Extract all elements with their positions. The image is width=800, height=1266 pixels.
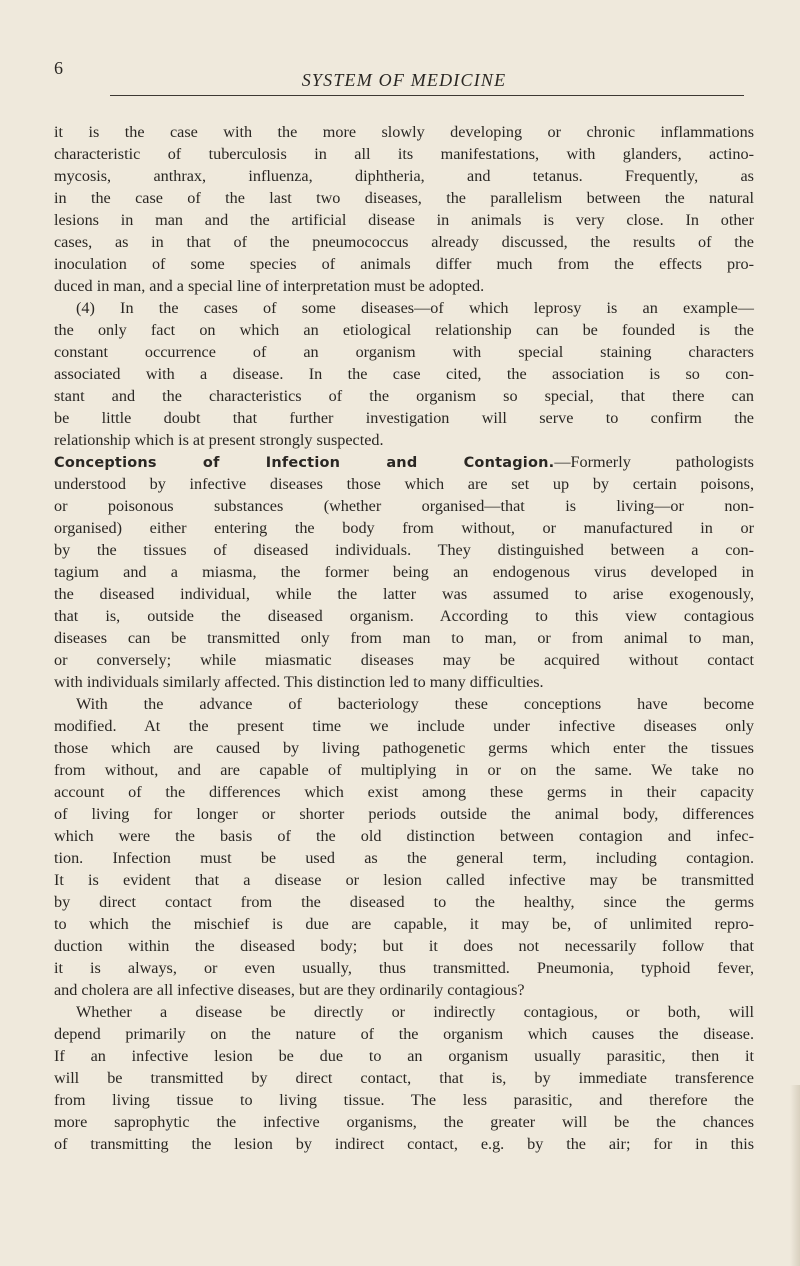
section-heading-continuation: —Formerly pathologists <box>554 453 754 471</box>
text-line: of living for longer or shorter periods outside the animal body, differences <box>54 805 754 823</box>
text-line: diseases can be transmitted only from man to man, or from animal to man, <box>54 629 754 647</box>
text-line: from living tissue to living tissue. The less parasitic, and therefore the <box>54 1091 754 1109</box>
text-line: will be transmitted by direct contact, that is, by immediate transference <box>54 1069 754 1087</box>
text-line: or poisonous substances (whether organised—that is living—or non- <box>54 497 754 515</box>
running-title: SYSTEM OF MEDICINE <box>301 70 507 90</box>
text-line: or conversely; while miasmatic diseases may be acquired without contact <box>54 651 754 669</box>
text-line: in the case of the last two diseases, the parallelism between the natural <box>54 189 754 207</box>
text-line: be little doubt that further investigation will serve to confirm the <box>54 409 754 427</box>
body-text <box>54 121 754 1155</box>
text-line: characteristic of tuberculosis in all its manifestations, with glanders, actino- <box>54 145 754 163</box>
section-heading: Conceptions of Infection and Contagion. <box>54 455 555 471</box>
text-line: mycosis, anthrax, influenza, diphtheria, and tetanus. Frequently, as <box>54 167 754 185</box>
text-line: associated with a disease. In the case cited, the association is so con- <box>54 365 754 383</box>
header-rule <box>110 95 744 96</box>
text-line: stant and the characteristics of the organism so special, that there can <box>54 387 754 405</box>
text-line: account of the differences which exist among these germs in their capacity <box>54 783 754 801</box>
text-line: cases, as in that of the pneumococcus already discussed, the results of the <box>54 233 754 251</box>
text-line: It is evident that a disease or lesion called infective may be transmitted <box>54 871 754 889</box>
text-line: organised) either entering the body from without, or manufactured in or <box>54 519 754 537</box>
text-line: by direct contact from the diseased to the healthy, since the germs <box>54 893 754 911</box>
text-line: and cholera are all infective diseases, but are they ordinarily contagious? <box>54 981 525 999</box>
text-line: modified. At the present time we include under infective diseases only <box>54 717 754 735</box>
text-line: duction within the diseased body; but it does not necessarily follow that <box>54 937 754 955</box>
text-line: tagium and a miasma, the former being an endogenous virus developed in <box>54 563 754 581</box>
text-line: With the advance of bacteriology these conceptions have become <box>76 695 754 713</box>
text-line: inoculation of some species of animals differ much from the effects pro- <box>54 255 754 273</box>
text-line: it is the case with the more slowly developing or chronic inflammations <box>54 123 754 141</box>
page-header <box>54 58 754 98</box>
text-line: constant occurrence of an organism with special staining characters <box>54 343 754 361</box>
text-line: depend primarily on the nature of the organism which causes the disease. <box>54 1025 754 1043</box>
text-line: If an infective lesion be due to an organism usually parasitic, then it <box>54 1047 754 1065</box>
text-line: those which are caused by living pathogenetic germs which enter the tissues <box>54 739 754 757</box>
text-line: the only fact on which an etiological relationship can be founded is the <box>54 321 754 339</box>
page-edge-shadow <box>790 1085 800 1266</box>
text-line: the diseased individual, while the latter was assumed to arise exogenously, <box>54 585 754 603</box>
section-heading-line <box>54 451 754 473</box>
text-line: (4) In the cases of some diseases—of which leprosy is an example— <box>76 299 754 317</box>
page-number: 6 <box>54 58 63 78</box>
text-line: tion. Infection must be used as the general term, including contagion. <box>54 849 754 867</box>
text-line: which were the basis of the old distinction between contagion and infec- <box>54 827 754 845</box>
text-line: duced in man, and a special line of interpretation must be adopted. <box>54 277 485 295</box>
text-line: of transmitting the lesion by indirect contact, e.g. by the air; for in this <box>54 1135 754 1153</box>
text-line: that is, outside the diseased organism. According to this view contagious <box>54 607 754 625</box>
text-line: more saprophytic the infective organisms, the greater will be the chances <box>54 1113 754 1131</box>
text-line: it is always, or even usually, thus transmitted. Pneumonia, typhoid fever, <box>54 959 754 977</box>
text-line: with individuals similarly affected. This distinction led to many difficulties. <box>54 673 544 691</box>
text-line: relationship which is at present strongly suspected. <box>54 431 384 449</box>
text-line: to which the mischief is due are capable, it may be, of unlimited repro- <box>54 915 754 933</box>
text-line: by the tissues of diseased individuals. They distinguished between a con- <box>54 541 754 559</box>
text-line: from without, and are capable of multiplying in or on the same. We take no <box>54 761 754 779</box>
text-line: understood by infective diseases those which are set up by certain poisons, <box>54 475 754 493</box>
text-line: Whether a disease be directly or indirectly contagious, or both, will <box>76 1003 754 1021</box>
text-line: lesions in man and the artificial disease in animals is very close. In other <box>54 211 754 229</box>
